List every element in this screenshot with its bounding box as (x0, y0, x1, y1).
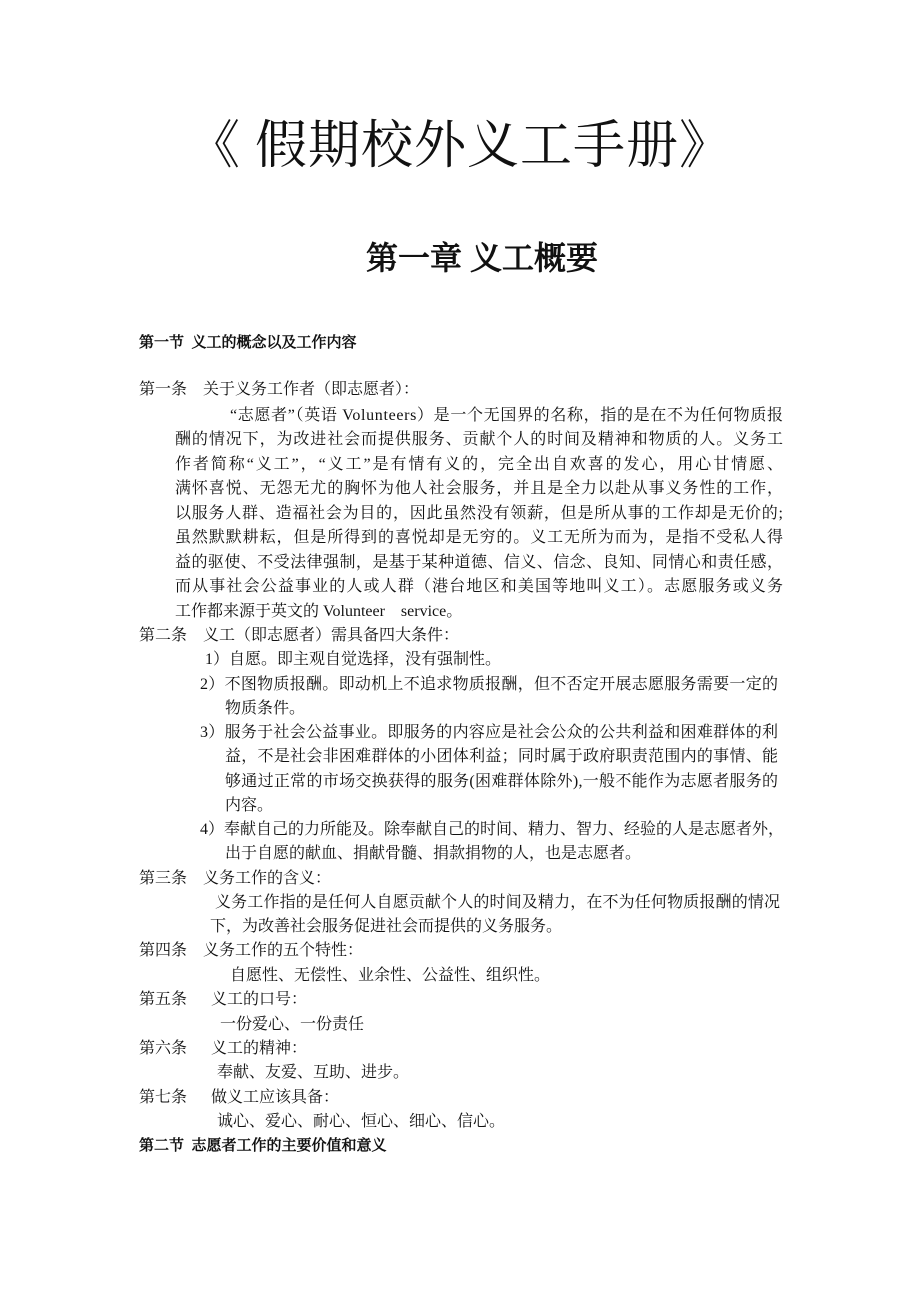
article-heading: 第二条 义工（即志愿者）需具备四大条件： (139, 627, 460, 644)
body-text-line: 作者简称“义工”，“义工”是有情有义的，完全出自欢喜的发心，用心甘情愿、 (175, 456, 785, 473)
body-text-line: 自愿性、无偿性、业余性、公益性、组织性。 (230, 967, 551, 984)
article-heading: 第六条 义工的精神： (139, 1040, 308, 1057)
article-heading: 第一条 关于义务工作者（即志愿者）： (139, 381, 420, 398)
body-text-line: “志愿者”（英语 Volunteers）是一个无国界的名称，指的是在不为任何物质报 (230, 407, 784, 424)
body-text-line: 够通过正常的市场交换获得的服务(困难群体除外),一般不能作为志愿者服务的 (225, 773, 779, 790)
body-text-line: 3）服务于社会公益事业。即服务的内容应是社会公众的公共利益和困难群体的利 (200, 724, 779, 741)
body-text-line: 奉献、友爱、互助、进步。 (217, 1064, 410, 1081)
body-text-line: 工作都来源于英文的 Volunteer service。 (175, 603, 463, 620)
body-text-line: 益的驱使、不受法律强制，是基于某种道德、信义、信念、良知、同情心和责任感， (175, 554, 784, 571)
article-heading: 第四条 义务工作的五个特性： (139, 942, 364, 959)
chapter-heading: 第一章 义工概要 (366, 240, 599, 276)
section-heading: 第二节 志愿者工作的主要价值和意义 (139, 1138, 387, 1154)
body-text-line: 义务工作指的是任何人自愿贡献个人的时间及精力，在不为任何物质报酬的情况 (215, 894, 781, 911)
body-text-line: 内容。 (225, 797, 274, 814)
body-text-line: 酬的情况下，为改进社会而提供服务、贡献个人的时间及精神和物质的人。义务工 (175, 431, 784, 448)
body-text-line: 4）奉献自己的力所能及。除奉献自己的时间、精力、智力、经验的人是志愿者外， (200, 821, 785, 838)
body-text-line: 物质条件。 (225, 700, 306, 717)
body-text-line: 满怀喜悦、无怨无尤的胸怀为他人社会服务，并且是全力以赴从事义务性的工作， (175, 480, 784, 497)
article-heading: 第七条 做义工应该具备： (139, 1089, 340, 1106)
body-text-line: 以服务人群、造福社会为目的，因此虽然没有领薪，但是所从事的工作却是无价的; (175, 505, 784, 522)
body-text-line: 2）不图物质报酬。即动机上不追求物质报酬，但不否定开展志愿服务需要一定的 (200, 676, 779, 693)
body-text-line: 诚心、爱心、耐心、恒心、细心、信心。 (217, 1113, 506, 1130)
body-text-line: 而从事社会公益事业的人或人群（港台地区和美国等地叫义工）。志愿服务或义务 (175, 578, 785, 595)
body-text-line: 下，为改善社会服务促进社会而提供的义务服务。 (210, 918, 563, 935)
section-heading: 第一节 义工的概念以及工作内容 (139, 335, 357, 351)
body-text-line: 出于自愿的献血、捐献骨髓、捐款捐物的人，也是志愿者。 (225, 845, 642, 862)
article-heading: 第五条 义工的口号： (139, 991, 308, 1008)
document-title: 《 假期校外义工手册》 (187, 118, 732, 175)
body-text-line: 1）自愿。即主观自觉选择，没有强制性。 (205, 651, 502, 668)
body-text-line: 一份爱心、一份责任 (220, 1016, 365, 1033)
body-text-line: 虽然默默耕耘，但是所得到的喜悦却是无穷的。义工无所为而为，是指不受私人得 (175, 529, 784, 546)
body-text-line: 益，不是社会非困难群体的小团体利益；同时属于政府职责范围内的事情、能 (225, 748, 779, 765)
article-heading: 第三条 义务工作的含义： (139, 870, 332, 887)
